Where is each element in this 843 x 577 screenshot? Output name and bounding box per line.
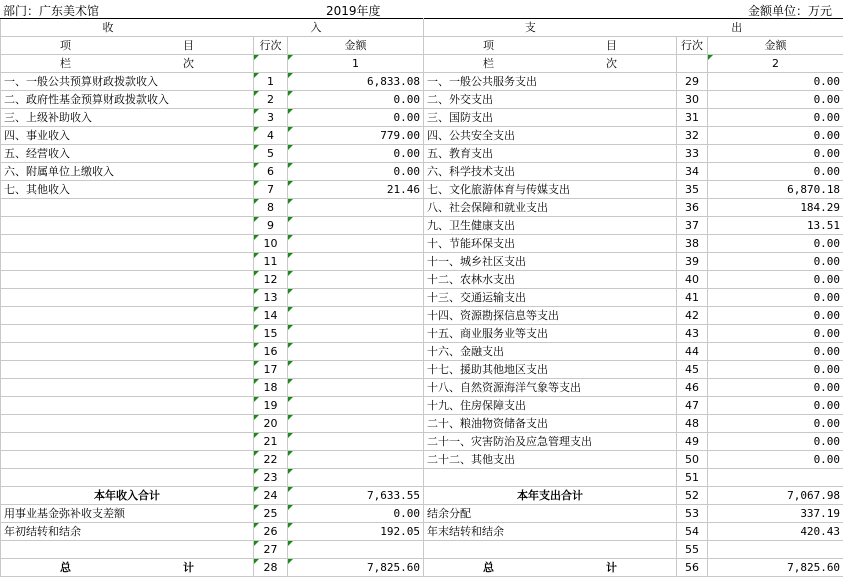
table-row bbox=[1, 145, 843, 163]
income-item-cell[interactable] bbox=[1, 433, 254, 451]
income-item-cell[interactable]: 七、其他收入 bbox=[1, 181, 254, 199]
expense-row-no-cell[interactable]: 47 bbox=[677, 397, 708, 415]
expense-amount-cell[interactable]: 0.00 bbox=[708, 325, 843, 343]
expense-row-no-cell[interactable]: 44 bbox=[677, 343, 708, 361]
table-row bbox=[1, 505, 843, 523]
expense-row-no-cell[interactable]: 32 bbox=[677, 127, 708, 145]
income-item-cell[interactable]: 本年收入合计 bbox=[1, 487, 254, 505]
income-amount-cell[interactable] bbox=[288, 271, 424, 289]
expense-item-cell[interactable]: 二、外交支出 bbox=[424, 91, 677, 109]
income-item-cell[interactable] bbox=[1, 397, 254, 415]
income-row-no-cell[interactable]: 22 bbox=[254, 451, 288, 469]
income-amount-cell[interactable]: 0.00 bbox=[288, 91, 424, 109]
table-row bbox=[1, 235, 843, 253]
expense-amount-cell[interactable]: 6,870.18 bbox=[708, 181, 843, 199]
income-item-cell[interactable]: 一、一般公共预算财政拨款收入 bbox=[1, 73, 254, 91]
income-item-cell[interactable] bbox=[1, 217, 254, 235]
table-row bbox=[1, 361, 843, 379]
income-amount-cell[interactable]: 0.00 bbox=[288, 163, 424, 181]
income-item-cell[interactable] bbox=[1, 307, 254, 325]
expense-amount-cell[interactable]: 0.00 bbox=[708, 343, 843, 361]
income-row-no-cell[interactable]: 26 bbox=[254, 523, 288, 541]
income-amount-cell[interactable]: 779.00 bbox=[288, 127, 424, 145]
expense-item-cell[interactable]: 十八、自然资源海洋气象等支出 bbox=[424, 379, 677, 397]
income-row-no-cell[interactable]: 15 bbox=[254, 325, 288, 343]
table-row bbox=[1, 343, 843, 361]
income-item-cell[interactable] bbox=[1, 253, 254, 271]
expense-section-label: 支 bbox=[525, 20, 536, 36]
table-row bbox=[1, 163, 843, 181]
income-item-cell[interactable] bbox=[1, 343, 254, 361]
expense-row-no-cell[interactable]: 42 bbox=[677, 307, 708, 325]
table-row bbox=[1, 289, 843, 307]
year-label: 2019年度 bbox=[326, 2, 381, 19]
expense-item-cell[interactable]: 五、教育支出 bbox=[424, 145, 677, 163]
expense-row-no-cell[interactable]: 40 bbox=[677, 271, 708, 289]
table-row bbox=[1, 469, 843, 487]
income-amount-cell[interactable] bbox=[288, 343, 424, 361]
income-amount-cell[interactable] bbox=[288, 199, 424, 217]
expense-item-cell[interactable]: 六、科学技术支出 bbox=[424, 163, 677, 181]
expense-total-label[interactable]: 总 计 bbox=[424, 559, 677, 577]
income-amount-cell[interactable]: 21.46 bbox=[288, 181, 424, 199]
table-row bbox=[1, 307, 843, 325]
income-amount-cell[interactable] bbox=[288, 361, 424, 379]
expense-total-amount[interactable]: 7,825.60 bbox=[708, 559, 843, 577]
expense-item-cell[interactable] bbox=[424, 541, 677, 559]
income-row-no-cell[interactable]: 23 bbox=[254, 469, 288, 487]
table-row bbox=[1, 433, 843, 451]
expense-amount-cell[interactable]: 0.00 bbox=[708, 451, 843, 469]
income-item-cell[interactable] bbox=[1, 415, 254, 433]
expense-item-cell[interactable]: 十七、援助其他地区支出 bbox=[424, 361, 677, 379]
expense-item-cell[interactable]: 十五、商业服务业等支出 bbox=[424, 325, 677, 343]
table-row bbox=[1, 271, 843, 289]
expense-amount-cell[interactable]: 0.00 bbox=[708, 433, 843, 451]
expense-item-cell[interactable]: 一、一般公共服务支出 bbox=[424, 73, 677, 91]
income-row-no-cell[interactable]: 9 bbox=[254, 217, 288, 235]
income-amount-cell[interactable] bbox=[288, 433, 424, 451]
column-header-row: 项 目 行次 金额 项 目 行次 金额 bbox=[1, 37, 843, 55]
expense-row-no-cell[interactable]: 54 bbox=[677, 523, 708, 541]
income-row-no-cell[interactable]: 19 bbox=[254, 397, 288, 415]
income-row-no-cell[interactable]: 13 bbox=[254, 289, 288, 307]
expense-row-no-cell[interactable]: 51 bbox=[677, 469, 708, 487]
expense-row-no-cell[interactable]: 45 bbox=[677, 361, 708, 379]
income-item-cell[interactable] bbox=[1, 271, 254, 289]
expense-amount-cell[interactable]: 0.00 bbox=[708, 73, 843, 91]
expense-item-cell[interactable]: 十九、住房保障支出 bbox=[424, 397, 677, 415]
expense-row-no-cell[interactable]: 50 bbox=[677, 451, 708, 469]
income-row-no-cell[interactable]: 7 bbox=[254, 181, 288, 199]
income-item-cell[interactable]: 年初结转和结余 bbox=[1, 523, 254, 541]
income-row-no-cell[interactable]: 2 bbox=[254, 91, 288, 109]
income-total-label[interactable]: 总 计 bbox=[1, 559, 254, 577]
expense-item-cell[interactable]: 十二、农林水支出 bbox=[424, 271, 677, 289]
table-row bbox=[1, 199, 843, 217]
income-item-cell[interactable] bbox=[1, 451, 254, 469]
income-row-no-cell[interactable]: 5 bbox=[254, 145, 288, 163]
income-item-cell[interactable]: 五、经营收入 bbox=[1, 145, 254, 163]
table-row bbox=[1, 217, 843, 235]
expense-item-cell[interactable]: 十一、城乡社区支出 bbox=[424, 253, 677, 271]
income-item-cell[interactable] bbox=[1, 325, 254, 343]
expense-item-cell[interactable]: 十三、交通运输支出 bbox=[424, 289, 677, 307]
table-row bbox=[1, 181, 843, 199]
expense-item-cell[interactable]: 二十二、其他支出 bbox=[424, 451, 677, 469]
income-amount-cell[interactable]: 6,833.08 bbox=[288, 73, 424, 91]
table-row bbox=[1, 127, 843, 145]
expense-total-row-no[interactable]: 56 bbox=[677, 559, 708, 577]
expense-amount-cell[interactable]: 420.43 bbox=[708, 523, 843, 541]
expense-amount-cell[interactable]: 0.00 bbox=[708, 271, 843, 289]
income-item-cell[interactable]: 二、政府性基金预算财政拨款收入 bbox=[1, 91, 254, 109]
expense-row-no-cell[interactable]: 41 bbox=[677, 289, 708, 307]
expense-amount-cell[interactable]: 0.00 bbox=[708, 127, 843, 145]
income-item-cell[interactable] bbox=[1, 235, 254, 253]
expense-item-cell[interactable]: 结余分配 bbox=[424, 505, 677, 523]
expense-item-cell[interactable]: 九、卫生健康支出 bbox=[424, 217, 677, 235]
expense-row-no-cell[interactable]: 29 bbox=[677, 73, 708, 91]
expense-row-no-cell[interactable]: 36 bbox=[677, 199, 708, 217]
income-row-no-cell[interactable]: 8 bbox=[254, 199, 288, 217]
expense-item-cell[interactable]: 二十一、灾害防治及应急管理支出 bbox=[424, 433, 677, 451]
income-amount-cell[interactable] bbox=[288, 217, 424, 235]
income-item-cell[interactable]: 三、上级补助收入 bbox=[1, 109, 254, 127]
income-row-no-cell[interactable]: 21 bbox=[254, 433, 288, 451]
table-row bbox=[1, 523, 843, 541]
income-total-row-no[interactable]: 28 bbox=[254, 559, 288, 577]
income-row-no-cell[interactable]: 24 bbox=[254, 487, 288, 505]
income-item-cell[interactable] bbox=[1, 289, 254, 307]
expense-row-no-cell[interactable]: 52 bbox=[677, 487, 708, 505]
income-item-cell[interactable] bbox=[1, 541, 254, 559]
expense-amount-cell[interactable]: 7,067.98 bbox=[708, 487, 843, 505]
income-amount-cell[interactable] bbox=[288, 415, 424, 433]
income-row-no-cell[interactable]: 25 bbox=[254, 505, 288, 523]
expense-row-no-cell[interactable]: 31 bbox=[677, 109, 708, 127]
income-amount-cell[interactable]: 0.00 bbox=[288, 109, 424, 127]
expense-row-no-cell[interactable]: 46 bbox=[677, 379, 708, 397]
expense-row-no-cell[interactable]: 43 bbox=[677, 325, 708, 343]
expense-row-no-cell[interactable]: 37 bbox=[677, 217, 708, 235]
income-amount-cell[interactable]: 0.00 bbox=[288, 145, 424, 163]
income-amount-cell[interactable] bbox=[288, 289, 424, 307]
income-amount-cell[interactable] bbox=[288, 307, 424, 325]
income-amount-cell[interactable] bbox=[288, 451, 424, 469]
expense-item-cell[interactable]: 八、社会保障和就业支出 bbox=[424, 199, 677, 217]
expense-amount-cell[interactable] bbox=[708, 541, 843, 559]
expense-amount-cell[interactable]: 0.00 bbox=[708, 235, 843, 253]
expense-item-cell[interactable]: 十六、金融支出 bbox=[424, 343, 677, 361]
expense-item-cell[interactable] bbox=[424, 469, 677, 487]
table-row bbox=[1, 379, 843, 397]
income-item-cell[interactable]: 用事业基金弥补收支差额 bbox=[1, 505, 254, 523]
department-label: 部门：广东美术馆 bbox=[3, 2, 99, 19]
income-row-no-cell[interactable]: 18 bbox=[254, 379, 288, 397]
income-item-cell[interactable] bbox=[1, 379, 254, 397]
income-item-cell[interactable] bbox=[1, 199, 254, 217]
table-row bbox=[1, 325, 843, 343]
expense-amount-cell[interactable]: 0.00 bbox=[708, 307, 843, 325]
income-row-no-cell[interactable]: 1 bbox=[254, 73, 288, 91]
expense-item-cell[interactable]: 年末结转和结余 bbox=[424, 523, 677, 541]
expense-item-cell[interactable]: 十、节能环保支出 bbox=[424, 235, 677, 253]
income-row-no-cell[interactable]: 11 bbox=[254, 253, 288, 271]
expense-item-cell[interactable]: 四、公共安全支出 bbox=[424, 127, 677, 145]
expense-item-cell[interactable]: 七、文化旅游体育与传媒支出 bbox=[424, 181, 677, 199]
income-row-no-cell[interactable]: 3 bbox=[254, 109, 288, 127]
income-item-cell[interactable] bbox=[1, 469, 254, 487]
income-item-cell[interactable]: 四、事业收入 bbox=[1, 127, 254, 145]
income-amount-cell[interactable]: 0.00 bbox=[288, 505, 424, 523]
expense-row-no-cell[interactable]: 53 bbox=[677, 505, 708, 523]
expense-row-no-cell[interactable]: 48 bbox=[677, 415, 708, 433]
expense-row-no-cell[interactable]: 39 bbox=[677, 253, 708, 271]
expense-row-no-cell[interactable]: 30 bbox=[677, 91, 708, 109]
income-row-no-cell[interactable]: 14 bbox=[254, 307, 288, 325]
expense-item-cell[interactable]: 本年支出合计 bbox=[424, 487, 677, 505]
section-header-row: 收 入 支 出 bbox=[1, 19, 843, 37]
income-row-no-cell[interactable]: 6 bbox=[254, 163, 288, 181]
expense-row-no-cell[interactable]: 55 bbox=[677, 541, 708, 559]
income-amount-cell[interactable] bbox=[288, 379, 424, 397]
table-row bbox=[1, 91, 843, 109]
expense-amount-cell[interactable]: 0.00 bbox=[708, 397, 843, 415]
expense-amount-cell[interactable]: 0.00 bbox=[708, 91, 843, 109]
expense-amount-cell[interactable]: 0.00 bbox=[708, 379, 843, 397]
expense-amount-cell[interactable]: 0.00 bbox=[708, 109, 843, 127]
income-item-cell[interactable] bbox=[1, 361, 254, 379]
income-amount-cell[interactable]: 7,633.55 bbox=[288, 487, 424, 505]
income-row-no-cell[interactable]: 12 bbox=[254, 271, 288, 289]
expense-amount-cell[interactable]: 0.00 bbox=[708, 253, 843, 271]
expense-item-cell[interactable]: 二十、粮油物资储备支出 bbox=[424, 415, 677, 433]
income-row-no-cell[interactable]: 20 bbox=[254, 415, 288, 433]
expense-amount-cell[interactable] bbox=[708, 469, 843, 487]
income-row-no-cell[interactable]: 4 bbox=[254, 127, 288, 145]
table-row bbox=[1, 487, 843, 505]
expense-amount-cell[interactable]: 0.00 bbox=[708, 289, 843, 307]
unit-label: 金额单位：万元 bbox=[748, 2, 832, 19]
income-total-amount[interactable]: 7,825.60 bbox=[288, 559, 424, 577]
income-amount-cell[interactable] bbox=[288, 469, 424, 487]
expense-amount-cell[interactable]: 0.00 bbox=[708, 361, 843, 379]
income-item-cell[interactable]: 六、附属单位上缴收入 bbox=[1, 163, 254, 181]
expense-row-no-cell[interactable]: 38 bbox=[677, 235, 708, 253]
table-row bbox=[1, 415, 843, 433]
expense-item-cell[interactable]: 三、国防支出 bbox=[424, 109, 677, 127]
expense-amount-cell[interactable]: 184.29 bbox=[708, 199, 843, 217]
income-row-no-cell[interactable]: 17 bbox=[254, 361, 288, 379]
income-row-no-cell[interactable]: 27 bbox=[254, 541, 288, 559]
income-amount-cell[interactable] bbox=[288, 235, 424, 253]
table-row bbox=[1, 73, 843, 91]
column-index-row: 栏 次 1 栏 次 2 bbox=[1, 55, 843, 73]
expense-item-cell[interactable]: 十四、资源勘探信息等支出 bbox=[424, 307, 677, 325]
expense-amount-cell[interactable]: 0.00 bbox=[708, 145, 843, 163]
table-row bbox=[1, 451, 843, 469]
expense-row-no-cell[interactable]: 49 bbox=[677, 433, 708, 451]
expense-row-no-cell[interactable]: 35 bbox=[677, 181, 708, 199]
expense-row-no-cell[interactable]: 34 bbox=[677, 163, 708, 181]
income-amount-cell[interactable] bbox=[288, 253, 424, 271]
income-amount-cell[interactable] bbox=[288, 397, 424, 415]
income-expense-table bbox=[0, 18, 843, 577]
expense-row-no-cell[interactable]: 33 bbox=[677, 145, 708, 163]
expense-amount-cell[interactable]: 0.00 bbox=[708, 163, 843, 181]
expense-amount-cell[interactable]: 0.00 bbox=[708, 415, 843, 433]
table-row bbox=[1, 541, 843, 559]
income-section-label: 收 bbox=[103, 20, 114, 36]
table-row bbox=[1, 397, 843, 415]
total-row bbox=[1, 559, 843, 577]
table-row bbox=[1, 109, 843, 127]
expense-amount-cell[interactable]: 337.19 bbox=[708, 505, 843, 523]
income-row-no-cell[interactable]: 16 bbox=[254, 343, 288, 361]
report-header bbox=[0, 0, 843, 18]
table-row bbox=[1, 253, 843, 271]
income-row-no-cell[interactable]: 10 bbox=[254, 235, 288, 253]
income-amount-cell[interactable] bbox=[288, 541, 424, 559]
income-amount-cell[interactable]: 192.05 bbox=[288, 523, 424, 541]
income-amount-cell[interactable] bbox=[288, 325, 424, 343]
expense-amount-cell[interactable]: 13.51 bbox=[708, 217, 843, 235]
